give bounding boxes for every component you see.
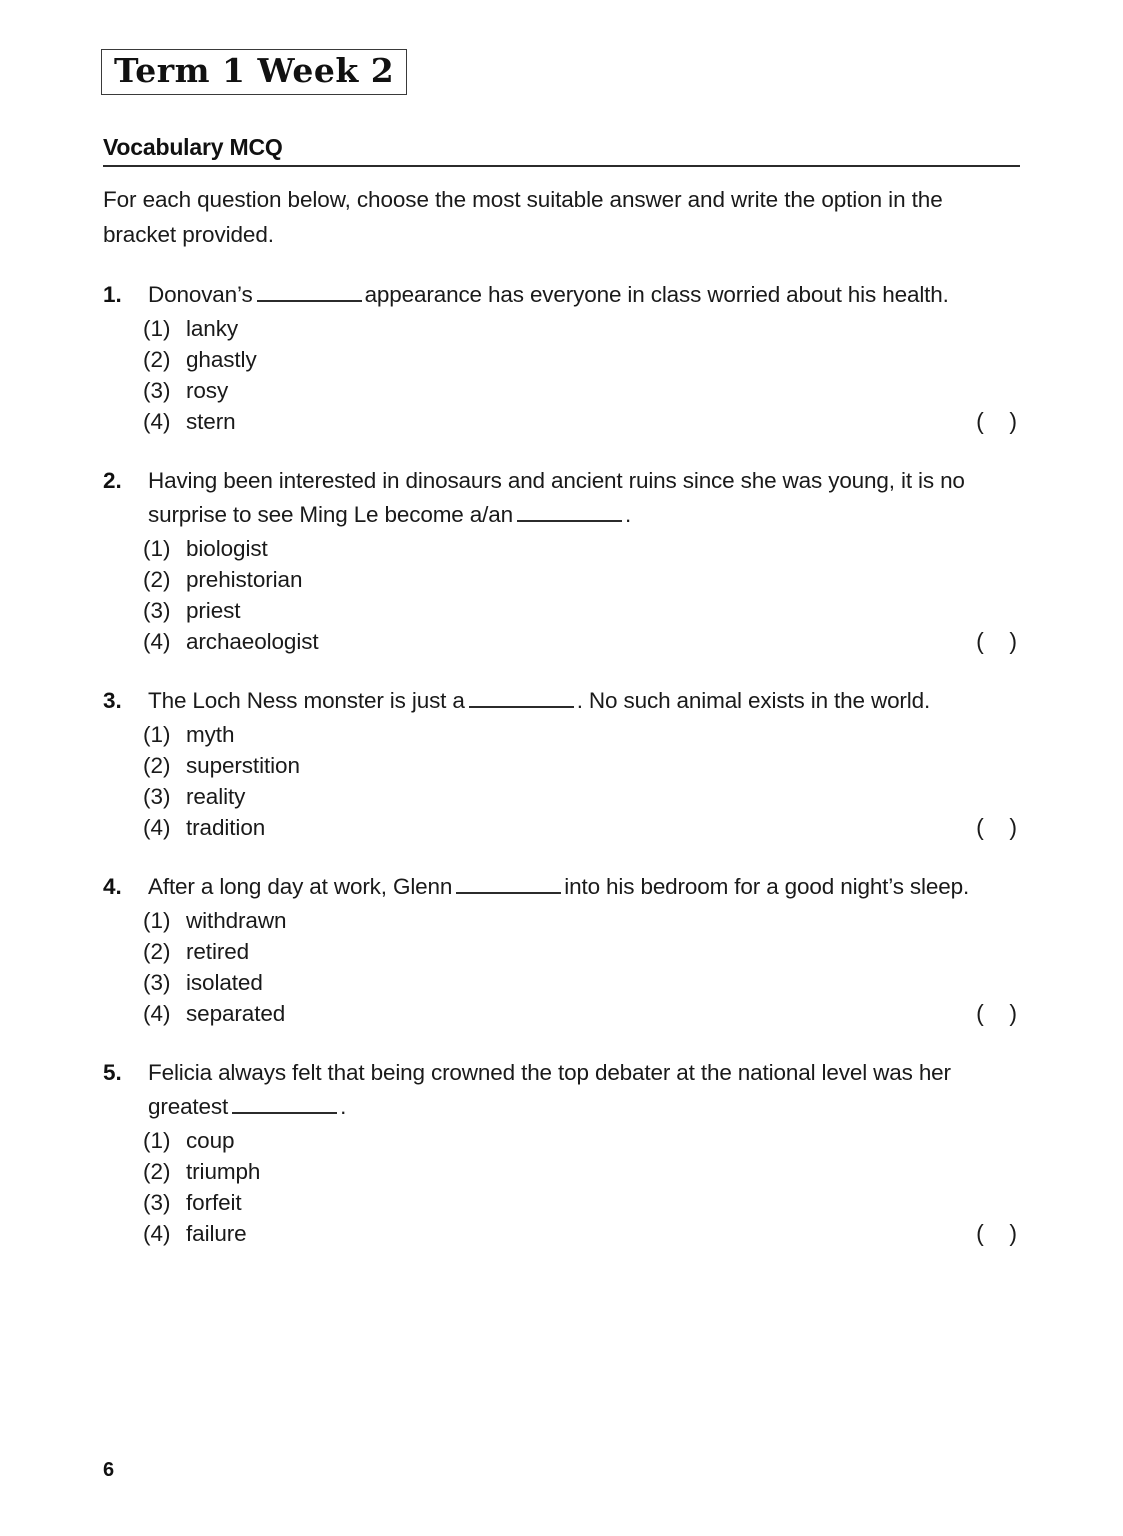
option-label: reality <box>186 784 246 809</box>
option-marker: (2) <box>143 567 171 592</box>
option-label: stern <box>186 409 236 434</box>
option-row[interactable] <box>143 344 1020 375</box>
question-stem <box>148 874 969 899</box>
instruction-text: For each question below, choose the most suitable answer and write the option in the bracket provided. <box>103 187 943 247</box>
option-label: tradition <box>186 815 266 840</box>
question-stem-row <box>103 278 1020 312</box>
question-stem-after: . <box>340 1094 347 1119</box>
option-row[interactable] <box>143 812 1020 843</box>
option-list <box>103 905 1020 1029</box>
option-marker: (4) <box>143 629 171 654</box>
option-row[interactable] <box>143 406 1020 437</box>
option-label: withdrawn <box>186 908 287 933</box>
answer-blank-line[interactable] <box>456 877 561 894</box>
question-number: 4. <box>103 874 122 899</box>
option-label: superstition <box>186 753 300 778</box>
option-label: lanky <box>186 316 239 341</box>
question-stem-after: into his bedroom for a good night’s sleep. <box>564 874 970 899</box>
question-item <box>103 684 1020 843</box>
answer-bracket[interactable]: ( ) <box>976 408 1017 434</box>
option-marker: (3) <box>143 1190 171 1215</box>
option-label: prehistorian <box>186 567 303 592</box>
question-stem <box>148 688 930 713</box>
option-marker: (1) <box>143 1128 171 1153</box>
option-row[interactable] <box>143 1218 1020 1249</box>
term-title-text: Term 1 Week 2 <box>114 51 395 90</box>
question-number: 1. <box>103 282 122 307</box>
option-marker: (4) <box>143 1001 171 1026</box>
section-header <box>103 133 1020 167</box>
option-marker: (1) <box>143 536 171 561</box>
option-marker: (2) <box>143 1159 171 1184</box>
option-label: biologist <box>186 536 268 561</box>
question-stem-before: After a long day at work, Glenn <box>148 874 453 899</box>
question-stem-before: The Loch Ness monster is just a <box>148 688 465 713</box>
option-row[interactable] <box>143 1156 1020 1187</box>
option-row[interactable] <box>143 781 1020 812</box>
option-row[interactable] <box>143 626 1020 657</box>
option-label: triumph <box>186 1159 261 1184</box>
question-stem <box>148 468 965 527</box>
option-marker: (3) <box>143 598 171 623</box>
option-row[interactable] <box>143 533 1020 564</box>
answer-blank-line[interactable] <box>257 285 362 302</box>
question-stem-row <box>103 1056 1020 1124</box>
option-row[interactable] <box>143 313 1020 344</box>
option-row[interactable] <box>143 719 1020 750</box>
page-number: 6 <box>103 1459 115 1481</box>
section-title: Vocabulary MCQ <box>103 134 283 160</box>
answer-blank-line[interactable] <box>232 1097 337 1114</box>
question-item <box>103 278 1020 437</box>
question-stem-row <box>103 464 1020 532</box>
question-stem <box>148 282 949 307</box>
option-marker: (2) <box>143 753 171 778</box>
option-label: retired <box>186 939 250 964</box>
answer-blank-line[interactable] <box>517 505 622 522</box>
option-list <box>103 1125 1020 1249</box>
question-item <box>103 464 1020 657</box>
question-number: 2. <box>103 468 122 493</box>
option-marker: (4) <box>143 1221 171 1246</box>
option-label: isolated <box>186 970 263 995</box>
option-row[interactable] <box>143 1187 1020 1218</box>
question-item <box>103 1056 1020 1249</box>
option-marker: (1) <box>143 908 171 933</box>
question-stem-before: Felicia always felt that being crowned the top debater at the national level was her greatest <box>148 1060 951 1119</box>
question-stem-after: . No such animal exists in the world. <box>576 688 931 713</box>
option-label: myth <box>186 722 235 747</box>
option-label: separated <box>186 1001 286 1026</box>
option-marker: (1) <box>143 316 171 341</box>
option-marker: (1) <box>143 722 171 747</box>
answer-bracket[interactable]: ( ) <box>976 1220 1017 1246</box>
option-label: rosy <box>186 378 229 403</box>
option-label: ghastly <box>186 347 257 372</box>
option-label: forfeit <box>186 1190 242 1215</box>
option-marker: (3) <box>143 970 171 995</box>
question-number: 5. <box>103 1060 122 1085</box>
option-label: coup <box>186 1128 235 1153</box>
option-row[interactable] <box>143 375 1020 406</box>
option-list <box>103 533 1020 657</box>
answer-bracket[interactable]: ( ) <box>976 814 1017 840</box>
option-marker: (3) <box>143 378 171 403</box>
option-marker: (2) <box>143 347 171 372</box>
option-marker: (4) <box>143 815 171 840</box>
question-stem-row <box>103 684 1020 718</box>
option-row[interactable] <box>143 564 1020 595</box>
option-row[interactable] <box>143 998 1020 1029</box>
option-marker: (2) <box>143 939 171 964</box>
option-row[interactable] <box>143 936 1020 967</box>
option-marker: (3) <box>143 784 171 809</box>
answer-bracket[interactable]: ( ) <box>976 1000 1017 1026</box>
question-stem-after: appearance has everyone in class worried about his health. <box>364 282 949 307</box>
question-item <box>103 870 1020 1029</box>
term-title-box <box>101 49 407 95</box>
answer-blank-line[interactable] <box>469 691 574 708</box>
option-marker: (4) <box>143 409 171 434</box>
question-stem-after: . <box>624 502 632 527</box>
question-stem-row <box>103 870 1020 904</box>
option-row[interactable] <box>143 967 1020 998</box>
option-label: archaeologist <box>186 629 319 654</box>
answer-bracket[interactable]: ( ) <box>976 628 1017 654</box>
question-number: 3. <box>103 688 122 713</box>
option-row[interactable] <box>143 1125 1020 1156</box>
option-row[interactable] <box>143 905 1020 936</box>
option-row[interactable] <box>143 595 1020 626</box>
question-list <box>103 278 1020 1276</box>
option-label: priest <box>186 598 241 623</box>
question-stem-before: Donovan’s <box>148 282 253 307</box>
section-divider <box>103 165 1020 167</box>
option-label: failure <box>186 1221 247 1246</box>
option-list <box>103 313 1020 437</box>
option-row[interactable] <box>143 750 1020 781</box>
option-list <box>103 719 1020 843</box>
question-stem <box>148 1060 951 1119</box>
question-stem-before: Having been interested in dinosaurs and ancient ruins since she was young, it is no surprise to see Ming Le become a/an <box>148 468 965 527</box>
